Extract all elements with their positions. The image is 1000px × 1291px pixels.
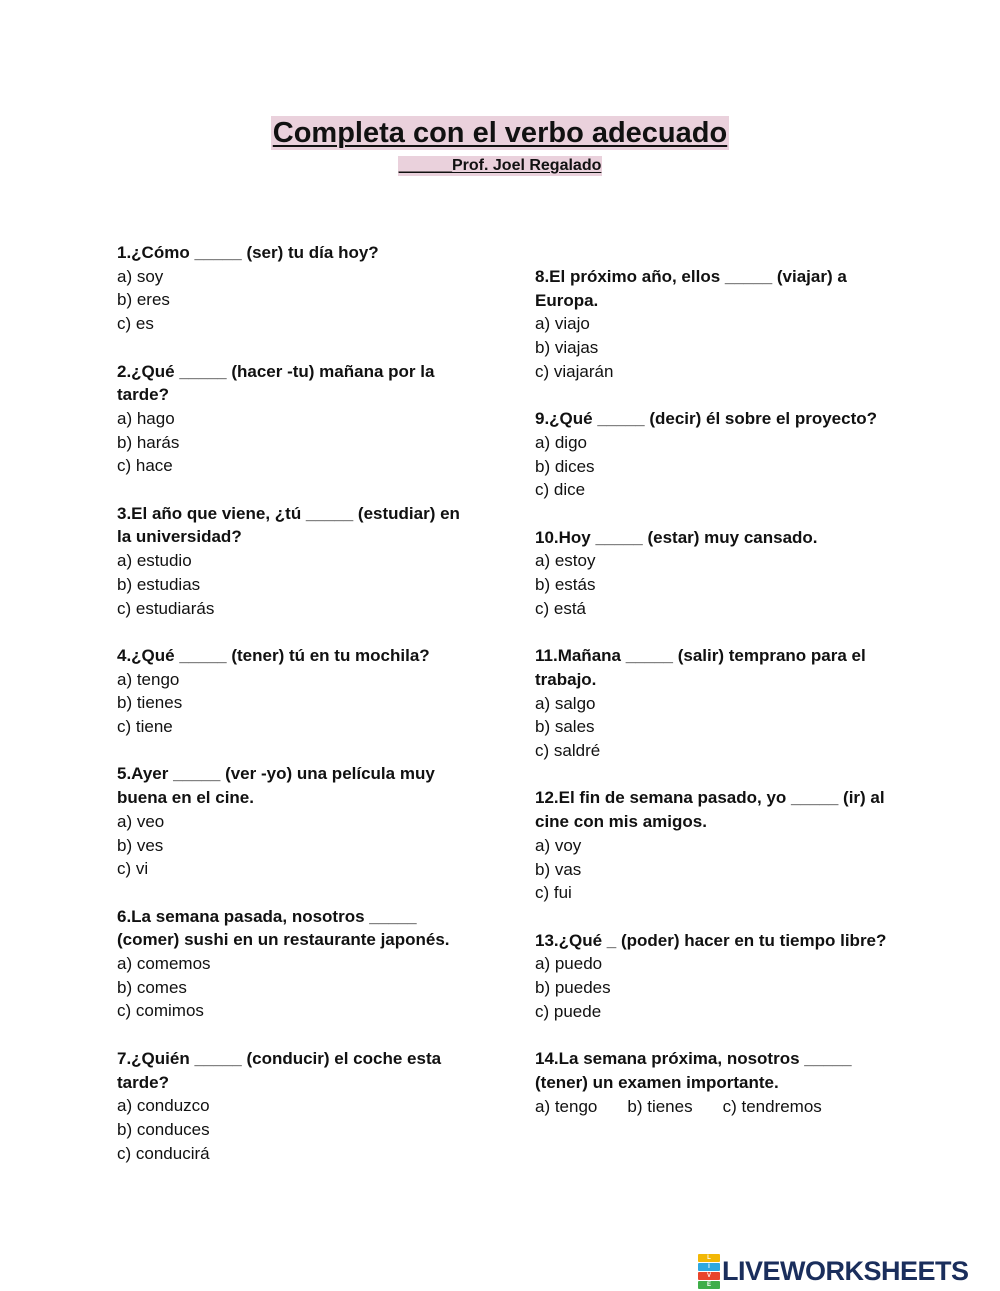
option-b[interactable]: b) vas [535, 859, 582, 879]
liveworksheets-logo [698, 1254, 969, 1288]
option-a[interactable]: a) salgo [535, 693, 596, 713]
logo-text: LIVEWORKSHEETS [722, 1256, 969, 1286]
option-b[interactable]: b) estudias [117, 574, 201, 594]
logo-mark-letter: I [698, 1263, 720, 1271]
question-text: 14.La semana próxima, nosotros _____ (tener) un examen importante. [535, 1049, 852, 1092]
option-a[interactable]: a) puedo [535, 954, 603, 974]
option-c[interactable]: c) tiene [117, 717, 173, 737]
option-a[interactable]: a) comemos [117, 954, 211, 974]
option-c[interactable]: c) dice [535, 480, 586, 500]
option-c[interactable]: c) puede [535, 1001, 602, 1021]
question-8 [535, 265, 895, 384]
option-a[interactable]: a) conduzco [117, 1096, 210, 1116]
option-b[interactable]: b) puedes [535, 978, 611, 998]
option-b[interactable]: b) eres [117, 290, 170, 310]
question-12 [535, 786, 895, 905]
option-a[interactable]: a) tengo [535, 1096, 598, 1116]
option-a[interactable]: a) estudio [117, 551, 192, 571]
option-b[interactable]: b) conduces [117, 1119, 210, 1139]
option-b[interactable]: b) estás [535, 575, 596, 595]
option-c[interactable]: c) está [535, 598, 587, 618]
option-a[interactable]: a) viajo [535, 314, 590, 334]
subtitle-wrapper [0, 156, 1000, 176]
question-1 [117, 241, 477, 336]
question-4 [117, 644, 477, 739]
question-text: 13.¿Qué _ (poder) hacer en tu tiempo libre? [535, 930, 887, 950]
author-subtitle: ______Prof. Joel Regalado [398, 157, 602, 174]
question-text: 5.Ayer _____ (ver -yo) una película muy buena en el cine. [117, 764, 435, 808]
option-a[interactable]: a) veo [117, 811, 165, 831]
option-b[interactable]: b) ves [117, 835, 164, 855]
question-text: 2.¿Qué _____ (hacer -tu) mañana por la tarde? [117, 361, 435, 405]
question-text: 11.Mañana _____ (salir) temprano para el trabajo. [535, 646, 866, 689]
page-title: Completa con el verbo adecuado [272, 117, 728, 149]
question-text: 9.¿Qué _____ (decir) él sobre el proyecto? [535, 409, 878, 429]
option-b[interactable]: b) harás [117, 432, 180, 452]
option-a[interactable]: a) voy [535, 835, 582, 855]
option-c[interactable]: c) conducirá [117, 1143, 210, 1163]
question-14 [535, 1047, 895, 1118]
option-c[interactable]: c) saldré [535, 741, 601, 761]
question-10 [535, 526, 895, 621]
left-question-column [117, 241, 477, 1189]
question-text: 6.La semana pasada, nosotros _____ (comer) sushi en un restaurante japonés. [117, 906, 450, 950]
logo-mark-letter: V [698, 1272, 720, 1280]
question-text: 1.¿Cómo _____ (ser) tu día hoy? [117, 243, 379, 262]
question-6 [117, 905, 477, 1024]
logo-mark-letter: E [698, 1281, 720, 1289]
question-7 [117, 1047, 477, 1166]
question-text: 12.El fin de semana pasado, yo _____ (ir) al cine con mis amigos. [535, 788, 885, 832]
inline-options [535, 1095, 895, 1119]
option-b[interactable]: b) sales [535, 717, 595, 737]
option-c[interactable]: c) tendremos [722, 1096, 822, 1116]
option-a[interactable]: a) estoy [535, 551, 596, 571]
question-text: 3.El año que viene, ¿tú _____ (estudiar) en la universidad? [117, 503, 460, 547]
option-c[interactable]: c) hace [117, 456, 173, 476]
option-b[interactable]: b) tienes [117, 693, 183, 713]
option-a[interactable]: a) soy [117, 266, 164, 286]
option-a[interactable]: a) digo [535, 432, 587, 452]
live-logo-mark-icon [698, 1254, 720, 1289]
right-question-column [535, 265, 895, 1142]
option-b[interactable]: b) dices [535, 456, 595, 476]
question-13 [535, 929, 895, 1024]
option-b[interactable]: b) viajas [535, 338, 599, 358]
option-a[interactable]: a) tengo [117, 669, 180, 689]
question-11 [535, 644, 895, 763]
option-c[interactable]: c) estudiarás [117, 598, 215, 618]
question-text: 4.¿Qué _____ (tener) tú en tu mochila? [117, 645, 430, 665]
question-2 [117, 360, 477, 479]
option-c[interactable]: c) es [117, 314, 154, 334]
option-c[interactable]: c) fui [535, 883, 572, 903]
question-text: 7.¿Quién _____ (conducir) el coche esta tarde? [117, 1048, 442, 1092]
option-c[interactable]: c) vi [117, 859, 149, 879]
question-text: 10.Hoy _____ (estar) muy cansado. [535, 527, 818, 547]
option-c[interactable]: c) viajarán [535, 361, 614, 381]
question-text: 8.El próximo año, ellos _____ (viajar) a Europa. [535, 267, 847, 310]
question-5 [117, 762, 477, 881]
option-b[interactable]: b) tienes [627, 1096, 693, 1116]
option-c[interactable]: c) comimos [117, 1001, 204, 1021]
title-wrapper [0, 116, 1000, 150]
logo-mark-letter: L [698, 1254, 720, 1262]
question-9 [535, 407, 895, 502]
option-b[interactable]: b) comes [117, 977, 187, 997]
option-a[interactable]: a) hago [117, 408, 175, 428]
question-3 [117, 502, 477, 621]
